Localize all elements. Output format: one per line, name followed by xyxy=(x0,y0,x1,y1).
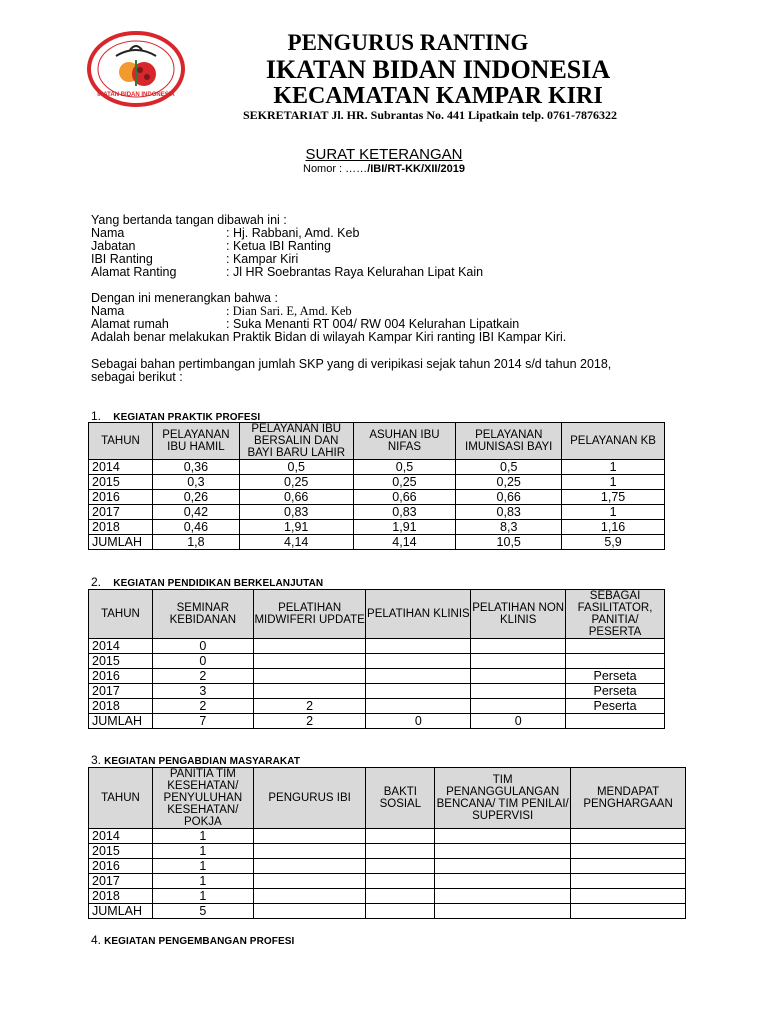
table-row: 2016 0,26 0,66 0,66 0,66 1,75 xyxy=(89,490,665,505)
signer-address-value: : Jl HR Soebrantas Raya Kelurahan Lipat Kain xyxy=(226,265,484,279)
signer-position-value: : Ketua IBI Ranting xyxy=(226,239,331,253)
table-row: 2014 0,36 0,5 0,5 0,5 1 xyxy=(89,460,665,475)
table3-header: PENGURUS IBI xyxy=(253,768,366,829)
table3-header: PANITIA TIM KESEHATAN/ PENYULUHAN KESEHATAN/ POKJA xyxy=(152,768,253,829)
table-pendidikan-berkelanjutan xyxy=(88,589,665,729)
table-row: 2015 1 xyxy=(89,844,686,859)
table3-header: BAKTI SOSIAL xyxy=(366,768,435,829)
table-row: 2016 1 xyxy=(89,859,686,874)
table1-header: ASUHAN IBU NIFAS xyxy=(353,423,456,460)
signer-address-label: Alamat Ranting xyxy=(91,265,177,279)
table2-header: PELATIHAN KLINIS xyxy=(366,590,471,639)
signer-branch-label: IBI Ranting xyxy=(91,252,153,266)
table-row: 2018 2 2 Peserta xyxy=(89,699,665,714)
section-1-heading: 1. KEGIATAN PRAKTIK PROFESI xyxy=(91,409,261,423)
document-title: SURAT KETERANGAN xyxy=(305,146,463,163)
table1-header: PELAYANAN IBU HAMIL xyxy=(152,423,239,460)
table3-header: TIM PENANGGULANGAN BENCANA/ TIM PENILAI/ SUPERVISI xyxy=(435,768,571,829)
table-row: 2015 0 xyxy=(89,654,665,669)
table-row: 2018 0,46 1,91 1,91 8,3 1,16 xyxy=(89,520,665,535)
table2-header: PELATIHAN NON KLINIS xyxy=(471,590,566,639)
logo-text: IKATAN BIDAN INDONESIA xyxy=(97,92,175,98)
table2-header: TAHUN xyxy=(89,590,153,639)
section-4-heading: 4. KEGIATAN PENGEMBANGAN PROFESI xyxy=(91,933,295,947)
table3-header: TAHUN xyxy=(89,768,153,829)
signer-branch-value: : Kampar Kiri xyxy=(226,252,299,266)
table2-header: SEBAGAI FASILITATOR, PANITIA/ PESERTA xyxy=(566,590,665,639)
table-row-total: JUMLAH 7 2 0 0 xyxy=(89,714,665,729)
subject-name-value: : Dian Sari. E, Amd. Keb xyxy=(226,304,352,318)
subject-statement: Adalah benar melakukan Praktik Bidan di wilayah Kampar Kiri ranting IBI Kampar Kiri. xyxy=(91,330,567,344)
table1-header: PELAYANAN IMUNISASI BAYI xyxy=(456,423,562,460)
table-row: 2017 0,42 0,83 0,83 0,83 1 xyxy=(89,505,665,520)
table-row: 2018 1 xyxy=(89,889,686,904)
signer-position-label: Jabatan xyxy=(91,239,136,253)
letterhead-line3: KECAMATAN KAMPAR KIRI xyxy=(273,83,603,109)
table-row: 2016 2 Perseta xyxy=(89,669,665,684)
letterhead-line2: IKATAN BIDAN INDONESIA xyxy=(265,55,611,84)
signer-intro: Yang bertanda tangan dibawah ini : xyxy=(91,213,287,227)
table-row: 2014 0 xyxy=(89,639,665,654)
signer-name-value: : Hj. Rabbani, Amd. Keb xyxy=(226,226,360,240)
table3-header: MENDAPAT PENGHARGAAN xyxy=(571,768,686,829)
table2-header: PELATIHAN MIDWIFERI UPDATE xyxy=(253,590,366,639)
table1-header: TAHUN xyxy=(89,423,153,460)
subject-address-label: Alamat rumah xyxy=(91,317,169,331)
paragraph-line1: Sebagai bahan pertimbangan jumlah SKP yang di veripikasi sejak tahun 2014 s/d tahun 2018, xyxy=(91,357,612,371)
table-row: 2015 0,3 0,25 0,25 0,25 1 xyxy=(89,475,665,490)
table-pengabdian-masyarakat xyxy=(88,767,686,919)
subject-address-value: : Suka Menanti RT 004/ RW 004 Kelurahan Lipatkain xyxy=(226,317,520,331)
table-row: 2017 1 xyxy=(89,874,686,889)
table-row-total: JUMLAH 1,8 4,14 4,14 10,5 5,9 xyxy=(89,535,665,550)
section-3-heading: 3. KEGIATAN PENGABDIAN MASYARAKAT xyxy=(91,753,301,767)
signer-name-label: Nama xyxy=(91,226,125,240)
letterhead-line1: PENGURUS RANTING xyxy=(287,30,529,55)
table-praktik-profesi xyxy=(88,422,665,550)
letterhead-address: SEKRETARIAT Jl. HR. Subrantas No. 441 Lipatkain telp. 0761-7876322 xyxy=(242,108,618,122)
table1-header: PELAYANAN IBU BERSALIN DAN BAYI BARU LAHIR xyxy=(239,423,353,460)
subject-intro: Dengan ini menerangkan bahwa : xyxy=(91,291,278,305)
table2-header: SEMINAR KEBIDANAN xyxy=(152,590,253,639)
table-row: 2017 3 Perseta xyxy=(89,684,665,699)
section-2-heading: 2. KEGIATAN PENDIDIKAN BERKELANJUTAN xyxy=(91,575,324,589)
document-number: Nomor : ……/IBI/RT-KK/XII/2019 xyxy=(303,163,465,175)
paragraph-line2: sebagai berikut : xyxy=(91,370,183,384)
table1-header: PELAYANAN KB xyxy=(562,423,665,460)
subject-name-label: Nama xyxy=(91,304,125,318)
table-row: 2014 1 xyxy=(89,829,686,844)
table-row-total: JUMLAH 5 xyxy=(89,904,686,919)
